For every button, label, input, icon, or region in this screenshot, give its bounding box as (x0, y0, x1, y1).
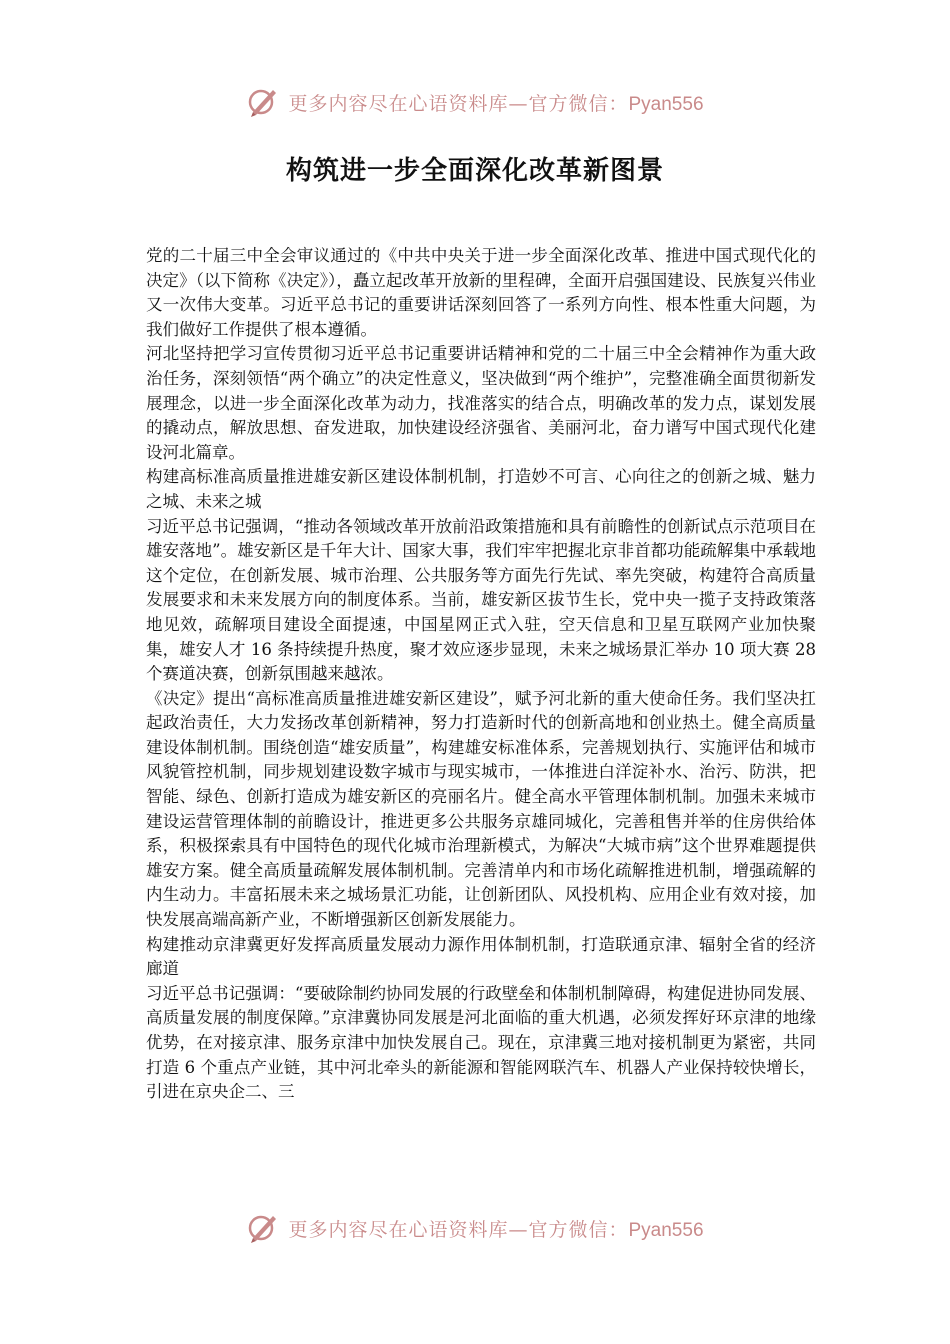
pen-logo-icon (246, 85, 280, 119)
paragraph: 党的二十届三中全会审议通过的《中共中央关于进一步全面深化改革、推进中国式现代化的决定》（以下简称《决定》），矗立起改革开放新的里程碑，全面开启强国建设、民族复兴伟业又一次伟大变革。习近平总书记的重要讲话深刻回答了一系列方向性、根本性重大问题，为我们做好工作提供了根本遵循。 (146, 246, 816, 339)
paragraph: 《决定》提出“高标准高质量推进雄安新区建设”，赋予河北新的重大使命任务。我们坚决扛起政治责任，大力发扬改革创新精神，努力打造新时代的创新高地和创业热土。健全高质量建设体制机制。围绕创造“雄安质量”，构建雄安标准体系，完善规划执行、实施评估和城市风貌管控机制，同步规划建设数字城市与现实城市，一体推进白洋淀补水、治污、防洪，把智能、绿色、创新打造成为雄安新区的亮丽名片。健全高水平管理体制机制。加强未来城市建设运营管理体制的前瞻设计，推进更多公共服务京雄同城化，完善租售并举的住房供给体系，积极探索具有中国特色的现代化城市治理新模式，为解决“大城市病”这个世界难题提供雄安方案。健全高质量疏解发展体制机制。完善清单内和市场化疏解推进机制，增强疏解的内生动力。丰富拓展未来之城场景汇功能，让创新团队、风投机构、应用企业有效对接，加快发展高端高新产业，不断增强新区创新发展能力。 (146, 688, 816, 930)
section-heading: 构建高标准高质量推进雄安新区建设体制机制，打造妙不可言、心向往之的创新之城、魅力之城、未来之城 (146, 467, 816, 511)
watermark-text: 更多内容尽在心语资料库—官方微信：Pyan556 (288, 92, 704, 115)
document-title: 构筑进一步全面深化改革新图景 (285, 156, 664, 186)
header-watermark (0, 82, 950, 122)
article-body (146, 244, 816, 1105)
paragraph: 习近平总书记强调，“推动各领域改革开放前沿政策措施和具有前瞻性的创新试点示范项目在雄安落地”。雄安新区是千年大计、国家大事，我们牢牢把握北京非首都功能疏解集中承载地这个定位，在创新发展、城市治理、公共服务等方面先行先试、率先突破，构建符合高质量发展要求和未来发展方向的制度体系。当前，雄安新区拔节生长，党中央一揽子支持政策落地见效，疏解项目建设全面提速，中国星网正式入驻，空天信息和卫星互联网产业加快聚集，雄安人才 16 条持续提升热度，聚才效应逐步显现，未来之城场景汇举办 10 项大赛 28 个赛道决赛，创新氛围越来越浓。 (146, 516, 816, 684)
section-heading: 构建推动京津冀更好发挥高质量发展动力源作用体制机制，打造联通京津、辐射全省的经济廊道 (146, 934, 816, 979)
footer-watermark (0, 1208, 950, 1248)
paragraph: 习近平总书记强调：“要破除制约协同发展的行政壁垒和体制机制障碍，构建促进协同发展、高质量发展的制度保障。”京津冀协同发展是河北面临的重大机遇，必须发挥好环京津的地缘优势，在对接京津、服务京津中加快发展自己。现在，京津冀三地对接机制更为紧密，共同打造 6 个重点产业链，其中河北牵头的新能源和智能网联汽车、机器人产业保持较快增长，引进在京央企二、三 (146, 983, 816, 1102)
watermark-text: 更多内容尽在心语资料库—官方微信：Pyan556 (288, 1218, 704, 1241)
paragraph: 河北坚持把学习宣传贯彻习近平总书记重要讲话精神和党的二十届三中全会精神作为重大政治任务，深刻领悟“两个确立”的决定性意义，坚决做到“两个维护”，完整准确全面贯彻新发展理念，以进一步全面深化改革为动力，找准落实的结合点，明确改革的发力点，谋划发展的撬动点，解放思想、奋发进取，加快建设经济强省、美丽河北，奋力谱写中国式现代化建设河北篇章。 (146, 344, 816, 462)
pen-logo-icon (246, 1211, 280, 1245)
